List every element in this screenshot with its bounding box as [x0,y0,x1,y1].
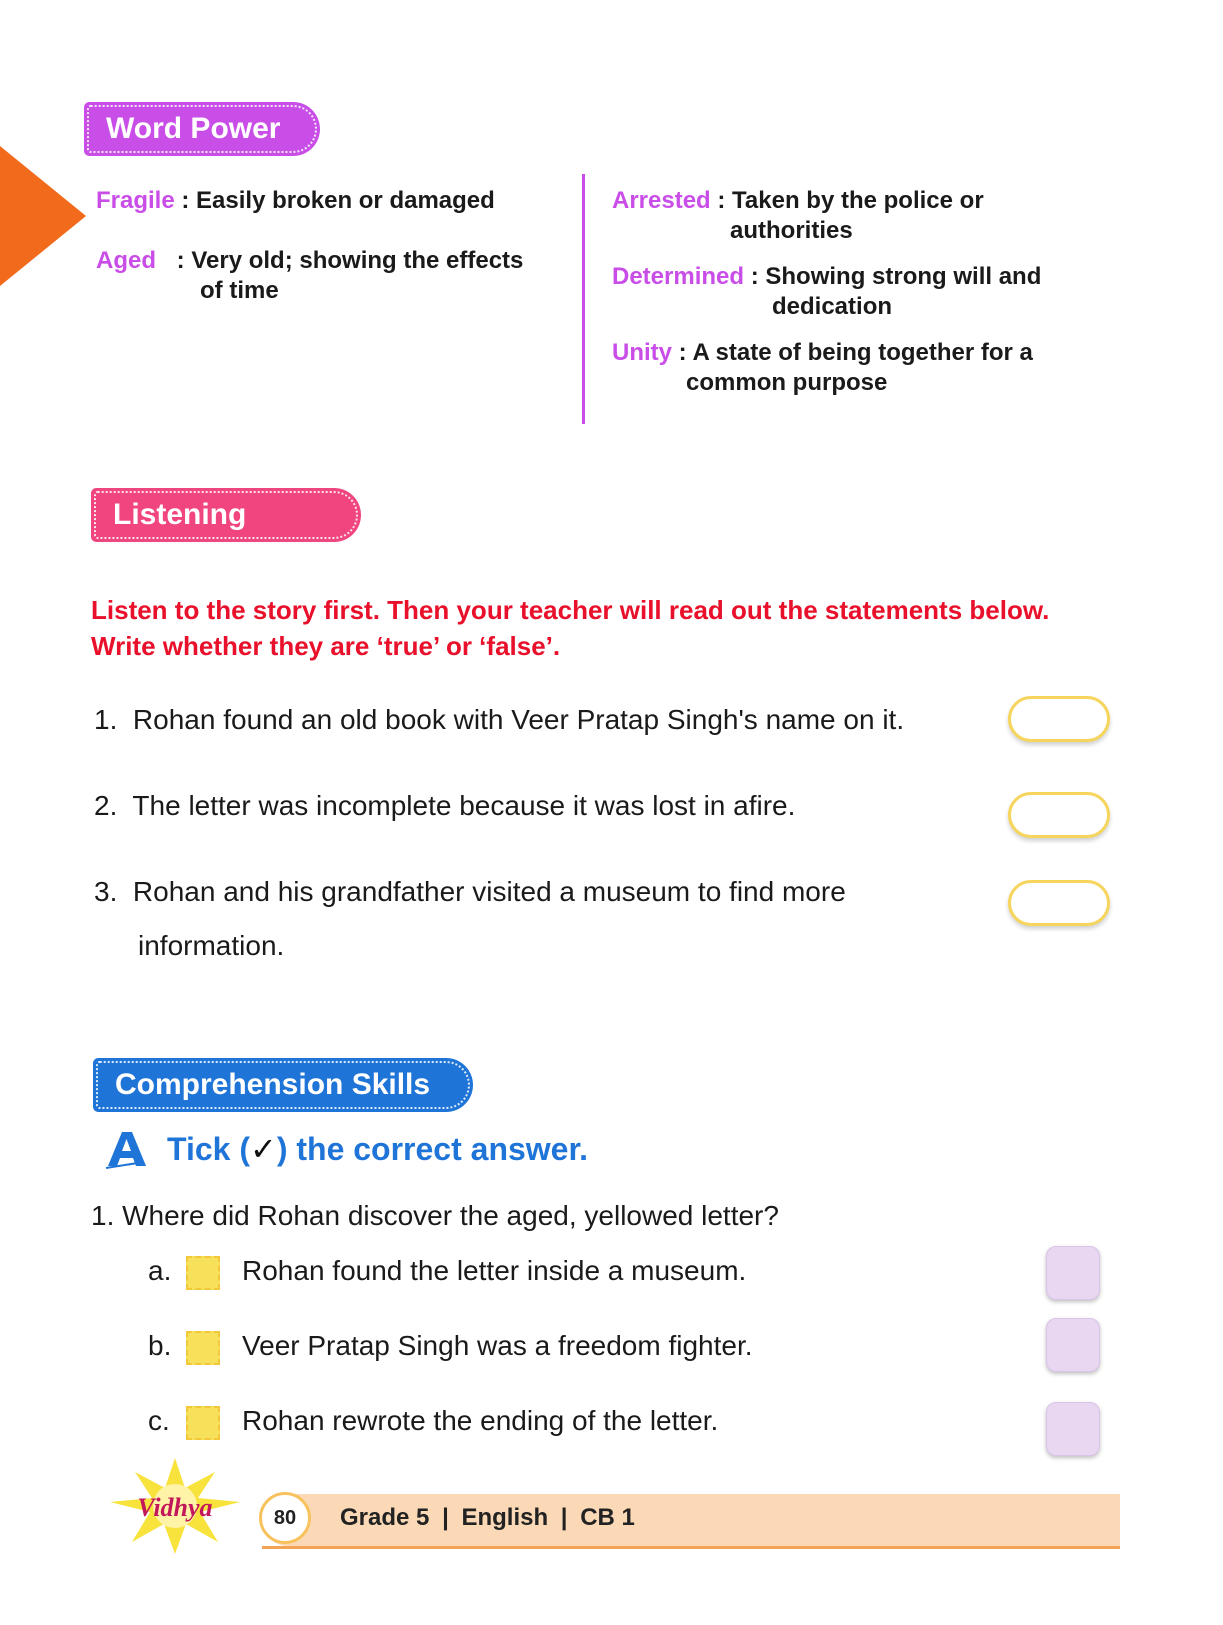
word-definition-cont: of time [200,277,279,304]
statement-1 [94,700,904,740]
word-sep: : [744,263,766,290]
option-marker-icon [186,1256,220,1290]
word-definition-cont: authorities [730,217,853,244]
footer-title [340,1504,635,1532]
footer-book: CB 1 [580,1504,635,1531]
word-definition: A state of being together for a [692,339,1033,366]
statement-number: 1. [94,704,118,735]
option-letter: a. [148,1255,172,1286]
word-definition: Showing strong will and [765,263,1042,290]
word-entry-fragile [96,186,495,216]
statement-number: 3. [94,876,118,907]
option-text: Rohan found the letter inside a museum. [242,1255,747,1286]
statement-text: The letter was incomplete because it was lost in afire. [132,790,796,821]
word-definition: Very old; showing the effects [191,247,524,274]
instruction-line-2: Write whether they are ‘true’ or ‘false’. [91,631,561,661]
word-sep: : [170,247,192,274]
word-entry-determined [612,262,1041,292]
statement-number: 2. [94,790,118,821]
word-term: Arrested [612,187,711,214]
word-definition: Taken by the police or [732,187,984,214]
word-sep: : [672,339,693,366]
instruction-line-1: Listen to the story first. Then your teacher will read out the statements below. [91,595,1050,625]
word-power-divider [582,174,585,424]
statement-2 [94,786,795,826]
option-letter: b. [148,1330,172,1361]
tick-instruction-post: ) the correct answer. [276,1131,589,1167]
letter-a-badge-icon [104,1128,148,1172]
answer-box-1[interactable] [1008,696,1110,742]
word-term: Determined [612,263,745,290]
listening-instruction [91,592,1191,664]
word-entry-arrested [612,186,984,216]
footer-subject: English [461,1504,549,1531]
option-marker-icon [186,1331,220,1365]
footer-grade: Grade 5 [340,1504,430,1531]
option-text: Veer Pratap Singh was a freedom fighter. [242,1330,753,1361]
footer-separator: | [560,1504,568,1531]
statement-text-cont: information. [138,930,285,961]
logo-text: Vidhya [137,1493,213,1522]
statement-text: Rohan and his grandfather visited a museum to find more [132,876,846,907]
footer-underline [262,1546,1120,1549]
word-entry-unity [612,338,1033,368]
page-number: 80 [259,1492,311,1544]
check-mark-icon: ✓ [250,1131,277,1167]
tick-box-c[interactable] [1046,1402,1100,1456]
comprehension-skills-heading: Comprehension Skills [93,1058,473,1112]
word-term: Fragile [96,187,175,214]
answer-box-3[interactable] [1008,880,1110,926]
word-term: Aged [96,247,156,274]
word-sep: : [710,187,733,214]
statement-3 [94,872,846,912]
footer-separator: | [442,1504,449,1531]
word-entry-aged [96,246,523,276]
option-marker-icon [186,1406,220,1440]
question-1: 1. Where did Rohan discover the aged, yellowed letter? [91,1200,779,1231]
word-definition: Easily broken or damaged [196,187,495,214]
option-text: Rohan rewrote the ending of the letter. [242,1405,719,1436]
word-definition-cont: dedication [772,293,893,320]
tick-instruction-pre: Tick ( [167,1131,250,1167]
word-definition-cont: common purpose [686,369,888,396]
listening-skills-heading: Listening Skills [91,488,361,542]
tick-box-a[interactable] [1046,1246,1100,1300]
orange-flag-decoration [0,146,86,286]
tick-instruction [167,1130,588,1168]
option-letter: c. [148,1405,170,1436]
answer-box-2[interactable] [1008,792,1110,838]
word-sep: : [174,187,197,214]
statement-text: Rohan found an old book with Veer Pratap Singh's name on it. [132,704,905,735]
word-power-heading: Word Power [84,102,320,156]
tick-box-b[interactable] [1046,1318,1100,1372]
vidhya-logo-icon [90,1450,260,1560]
word-term: Unity [612,339,672,366]
